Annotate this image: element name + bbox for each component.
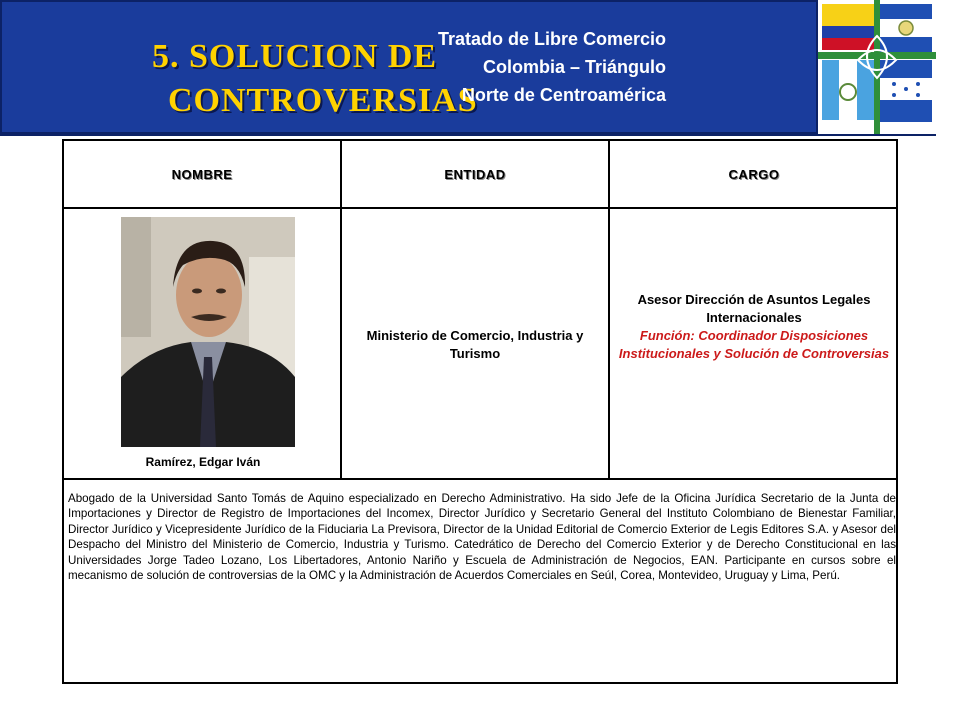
entity-text: Ministerio de Comercio, Industria y Turismo: [366, 328, 584, 361]
flags-emblem: [818, 0, 936, 134]
treaty-line-3: Norte de Centroamérica: [461, 85, 666, 105]
header: [0, 0, 960, 137]
header-row-divider: [64, 207, 896, 209]
treaty-line-1: Tratado de Libre Comercio: [437, 29, 666, 49]
treaty-label: [438, 25, 666, 109]
bio-row-divider: [64, 478, 896, 480]
header-divider: [0, 134, 936, 136]
treaty-line-2: Colombia – Triángulo: [482, 57, 666, 77]
flags-emblem-icon: [818, 0, 936, 134]
cargo-title: Asesor Dirección de Asuntos Legales Internacionales: [637, 292, 871, 325]
person-name: Ramírez, Edgar Iván: [145, 455, 261, 469]
column-header-cargo: CARGO: [728, 167, 780, 182]
col-divider-1: [340, 141, 342, 478]
title-line-1: 5. SOLUCION DE: [152, 38, 438, 75]
portrait-photo: [121, 217, 295, 447]
column-header-entidad: ENTIDAD: [444, 167, 506, 182]
slide-title: [152, 35, 478, 123]
biography-text: Abogado de la Universidad Santo Tomás de Aquino especializado en Derecho Administrativo. Ha sido Jefe de la Oficina Jurídica Secretario de la Junta de Importaciones y Director de Registro de Importaciones del Incomex, Director Jurídico y Secretario General del Instituto Colombiano de Bienestar Familiar, Director Jurídico y Vicepresidente Jurídico de la Fiduciaria La Previsora, Director de la Unidad Editorial de Comercio Exterior de Legis Editores S.A. y Asesor del Despacho del Ministro del Ministerio de Comercio, Industria y Turismo. Catedrático de Derecho del Comercio Exterior y de Derecho Constitucional en las Universidades Jorge Tadeo Lozano, Los Libertadores, Antonio Nariño y Escuela de Administración de Negocios, EAN. Participante en cursos sobre el mecanismo de solución de controversias de la OMC y la Administración de Acuerdos Comerciales en Seúl, Corea, Montevideo, Uruguay y Lima, Perú.: [68, 492, 896, 583]
profile-table: [62, 139, 898, 684]
cargo-function: Función: Coordinador Disposiciones Institucionales y Solución de Controversias: [618, 328, 890, 361]
title-line-2: CONTROVERSIAS: [168, 82, 478, 119]
cargo-cell: [610, 291, 898, 363]
title-banner: [0, 0, 818, 134]
column-header-nombre: NOMBRE: [171, 167, 233, 182]
